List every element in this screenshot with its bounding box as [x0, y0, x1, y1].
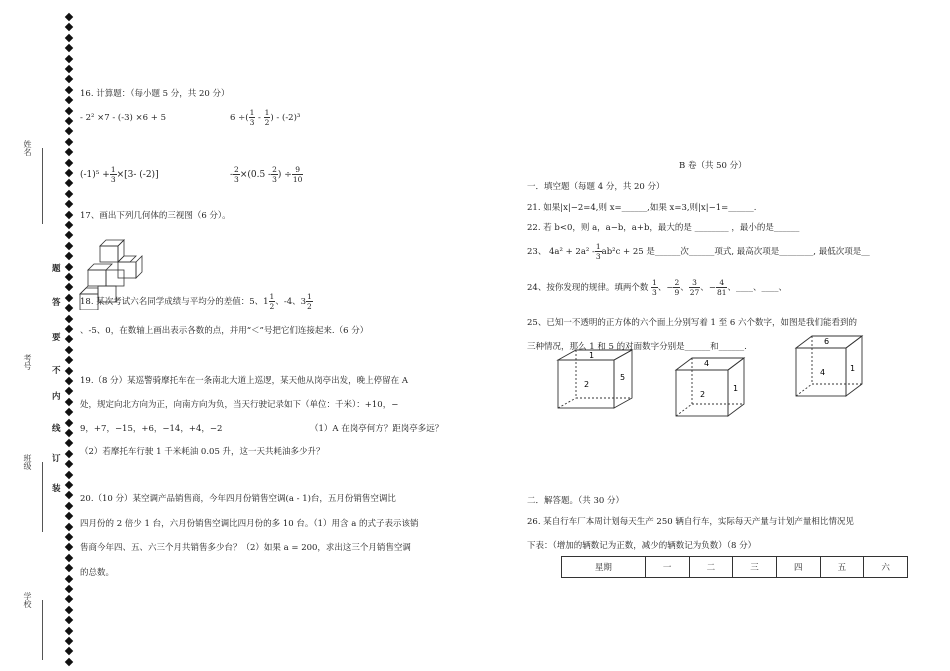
q26-line2: 下表：（增加的辆数记为正数，减少的辆数记为负数）（8 分）: [527, 541, 757, 551]
binding-diamond: [65, 34, 73, 42]
q18-line2: 、-5、0，在数轴上画出表示各数的点，并用“＜”号把它们连接起来.（6 分）: [80, 326, 369, 336]
binding-diamond: [65, 158, 73, 166]
seal-char: 不: [52, 366, 61, 376]
table-header-cell: 三: [733, 557, 777, 578]
binding-diamond: [65, 242, 73, 250]
binding-diamond: [65, 335, 73, 343]
binding-diamond: [65, 148, 73, 156]
binding-diamond: [65, 377, 73, 385]
binding-diamond: [65, 658, 73, 666]
part-b-title: B 卷（共 50 分）: [679, 161, 747, 171]
school-label: 学校: [23, 592, 32, 608]
seal-char: 装: [52, 484, 61, 494]
binding-diamond: [65, 283, 73, 291]
cube2-side-number: 1: [733, 384, 739, 393]
binding-diamond: [65, 574, 73, 582]
cube2-top-number: 4: [704, 359, 710, 368]
section2-title: 二．解答题。（共 30 分）: [527, 496, 624, 506]
binding-diamond: [65, 13, 73, 21]
binding-diamond: [65, 502, 73, 510]
cube3-top-number: 6: [824, 337, 830, 346]
class-underline: [42, 462, 43, 532]
sequence-fraction: $\frac{2}{9}$: [674, 278, 680, 297]
q20-line2: 四月份的 2 倍少 1 台，六月份销售空调比四月份的多 10 台。（1）用含 a 的式子表示该销: [80, 519, 419, 529]
binding-diamond: [65, 429, 73, 437]
cube3-side-number: 1: [850, 364, 856, 373]
table-header-cell: 一: [645, 557, 689, 578]
binding-diamond: [65, 127, 73, 135]
cube1-front-number: 2: [584, 380, 590, 389]
binding-diamond: [65, 65, 73, 73]
binding-diamond: [65, 418, 73, 426]
q26-line1: 26. 某自行车厂本周计划每天生产 250 辆自行车，实际每天产量与计划产量相比情况见: [527, 517, 854, 527]
q16-expr-d: - $\frac{2}{3}$ ×(0.5 - $\frac{2}{3}$ ) ÷ $\frac{9}{10}$: [230, 165, 303, 184]
q19-question2: （2）若摩托车行驶 1 千米耗油 0.05 升，这一天共耗油多少升？: [80, 447, 325, 457]
binding-diamond: [65, 75, 73, 83]
binding-diamond: [65, 439, 73, 447]
binding-diamond: [65, 314, 73, 322]
production-table: [561, 556, 908, 578]
binding-diamond: [65, 450, 73, 458]
binding-diamond: [65, 44, 73, 52]
binding-diamond: [65, 262, 73, 270]
binding-diamond: [65, 626, 73, 634]
q20-line1: 20.（10 分）某空调产品销售商，今年四月份销售空调(a - 1)台，五月份销售空调比: [80, 494, 396, 504]
binding-diamond: [65, 117, 73, 125]
sequence-fraction: $\frac{3}{27}$: [689, 278, 700, 297]
binding-diamond: [65, 491, 73, 499]
binding-diamond: [65, 23, 73, 31]
q18-line1: 18. 某次考试六名同学成绩与平均分的差值：5、1 $\frac{1}{2}$ 、-4、3 $\frac{1}{2}$: [80, 292, 312, 311]
q25-line2: 三种情况，那么 1 和 5 的对面数字分别是______和______.: [527, 342, 747, 352]
cube-view-1: [556, 348, 638, 410]
seal-char: 要: [52, 333, 61, 343]
binding-diamond: [65, 169, 73, 177]
binding-diamond: [65, 512, 73, 520]
binding-diamond: [65, 179, 73, 187]
seal-char: 答: [52, 298, 61, 308]
binding-diamond: [65, 606, 73, 614]
q19-line3: 9，+7，−15，+6，−14，+4，−2: [80, 424, 223, 434]
binding-diamond: [65, 637, 73, 645]
name-label: 姓名: [23, 140, 32, 156]
binding-diamond: [65, 231, 73, 239]
exam-no-label: 考号: [23, 354, 32, 370]
binding-diamond: [65, 54, 73, 62]
binding-diamond: [65, 616, 73, 624]
binding-diamond: [65, 273, 73, 281]
binding-diamond: [65, 533, 73, 541]
binding-diamond-border: [66, 14, 76, 671]
cube-view-3: [794, 334, 864, 398]
binding-diamond: [65, 585, 73, 593]
binding-diamond: [65, 96, 73, 104]
binding-diamond: [65, 554, 73, 562]
binding-diamond: [65, 200, 73, 208]
binding-diamond: [65, 460, 73, 468]
q19-line2: 处，规定向北方向为正，向南方向为负，当天行驶记录如下（单位：千米）：+10，−: [80, 400, 399, 410]
sequence-fraction: $\frac{1}{3}$: [652, 278, 657, 297]
binding-diamond: [65, 325, 73, 333]
seal-char: 题: [52, 264, 61, 274]
binding-diamond: [65, 86, 73, 94]
cube3-front-number: 4: [820, 368, 826, 377]
seal-char: 内: [52, 392, 61, 402]
binding-diamond: [65, 138, 73, 146]
table-header-cell: 五: [820, 557, 864, 578]
q20-line3: 售商今年四、五、六三个月共销售多少台？（2）如果 a = 200，求出这三个月销售空调: [80, 543, 411, 553]
binding-diamond: [65, 647, 73, 655]
cube1-side-number: 5: [620, 373, 626, 382]
binding-diamond: [65, 387, 73, 395]
table-header-row: [562, 557, 908, 578]
binding-diamond: [65, 470, 73, 478]
q23: 23、 4a² + 2a² - $\frac{1}{3}$ ab²c + 25 是______次______项式, 最高次项是________, 最低次项是__: [527, 242, 870, 261]
binding-diamond: [65, 221, 73, 229]
binding-diamond: [65, 543, 73, 551]
binding-diamond: [65, 252, 73, 260]
q20-line4: 的总数。: [80, 568, 115, 578]
cube1-top-number: 1: [589, 351, 595, 360]
binding-diamond: [65, 595, 73, 603]
binding-diamond: [65, 366, 73, 374]
cube2-front-number: 2: [700, 390, 706, 399]
seal-char: 线: [52, 424, 61, 434]
q25-line1: 25、已知一不透明的正方体的六个面上分别写着 1 至 6 六个数字，如图是我们能看到的: [527, 318, 857, 328]
sequence-fraction: $\frac{4}{81}$: [716, 278, 727, 297]
q19-question1: （1）A 在岗亭何方？距岗亭多远？: [310, 424, 444, 434]
q24: 24、按你发现的规律。填两个数 $\frac{1}{3}$ 、− $\frac{2}{9}$ 、 $\frac{3}{27}$ 、− $\frac{4}{81}$ 、____、____、: [527, 278, 787, 297]
binding-diamond: [65, 210, 73, 218]
class-label: 班级: [23, 454, 32, 470]
table-header-cell: 四: [776, 557, 820, 578]
q19-line1: 19.（8 分）某巡警骑摩托车在一条南北大道上巡逻，某天他从岗亭出发，晚上停留在 A: [80, 376, 408, 386]
binding-diamond: [65, 408, 73, 416]
section1-title: 一．填空题（每题 4 分，共 20 分）: [527, 182, 665, 192]
binding-diamond: [65, 106, 73, 114]
binding-diamond: [65, 190, 73, 198]
binding-diamond: [65, 481, 73, 489]
q16-title: 16. 计算题：（每小题 5 分，共 20 分）: [80, 89, 230, 99]
q16-expr-b: 6 ÷( $\frac{1}{3}$ - $\frac{1}{2}$ ) - (-2)³: [230, 108, 301, 127]
table-header-cell: 二: [689, 557, 733, 578]
binding-diamond: [65, 522, 73, 530]
table-header-cell: 星期: [562, 557, 646, 578]
binding-diamond: [65, 346, 73, 354]
cube-view-2: [674, 356, 748, 418]
q17-title: 17、画出下列几何体的三视图（6 分）。: [80, 211, 231, 221]
q21: 21. 如果|x|−2=4,则 x=______,如果 x=3,则|x|−1=______.: [527, 203, 757, 213]
binding-diamond: [65, 564, 73, 572]
binding-diamond: [65, 398, 73, 406]
q16-expr-a: - 2² ×7 - (-3) ×6 + 5: [80, 113, 166, 123]
name-underline: [42, 148, 43, 224]
binding-diamond: [65, 294, 73, 302]
binding-diamond: [65, 304, 73, 312]
binding-diamond: [65, 356, 73, 364]
seal-char: 订: [52, 454, 61, 464]
q16-expr-c: (-1)⁵ + $\frac{1}{3}$ ×[3- (-2)]: [80, 165, 159, 184]
q22: 22. 若 b<0，则 a，a−b，a+b，最大的是 ________ ，最小的是______: [527, 223, 800, 233]
school-underline: [42, 600, 43, 660]
table-header-cell: 六: [864, 557, 908, 578]
